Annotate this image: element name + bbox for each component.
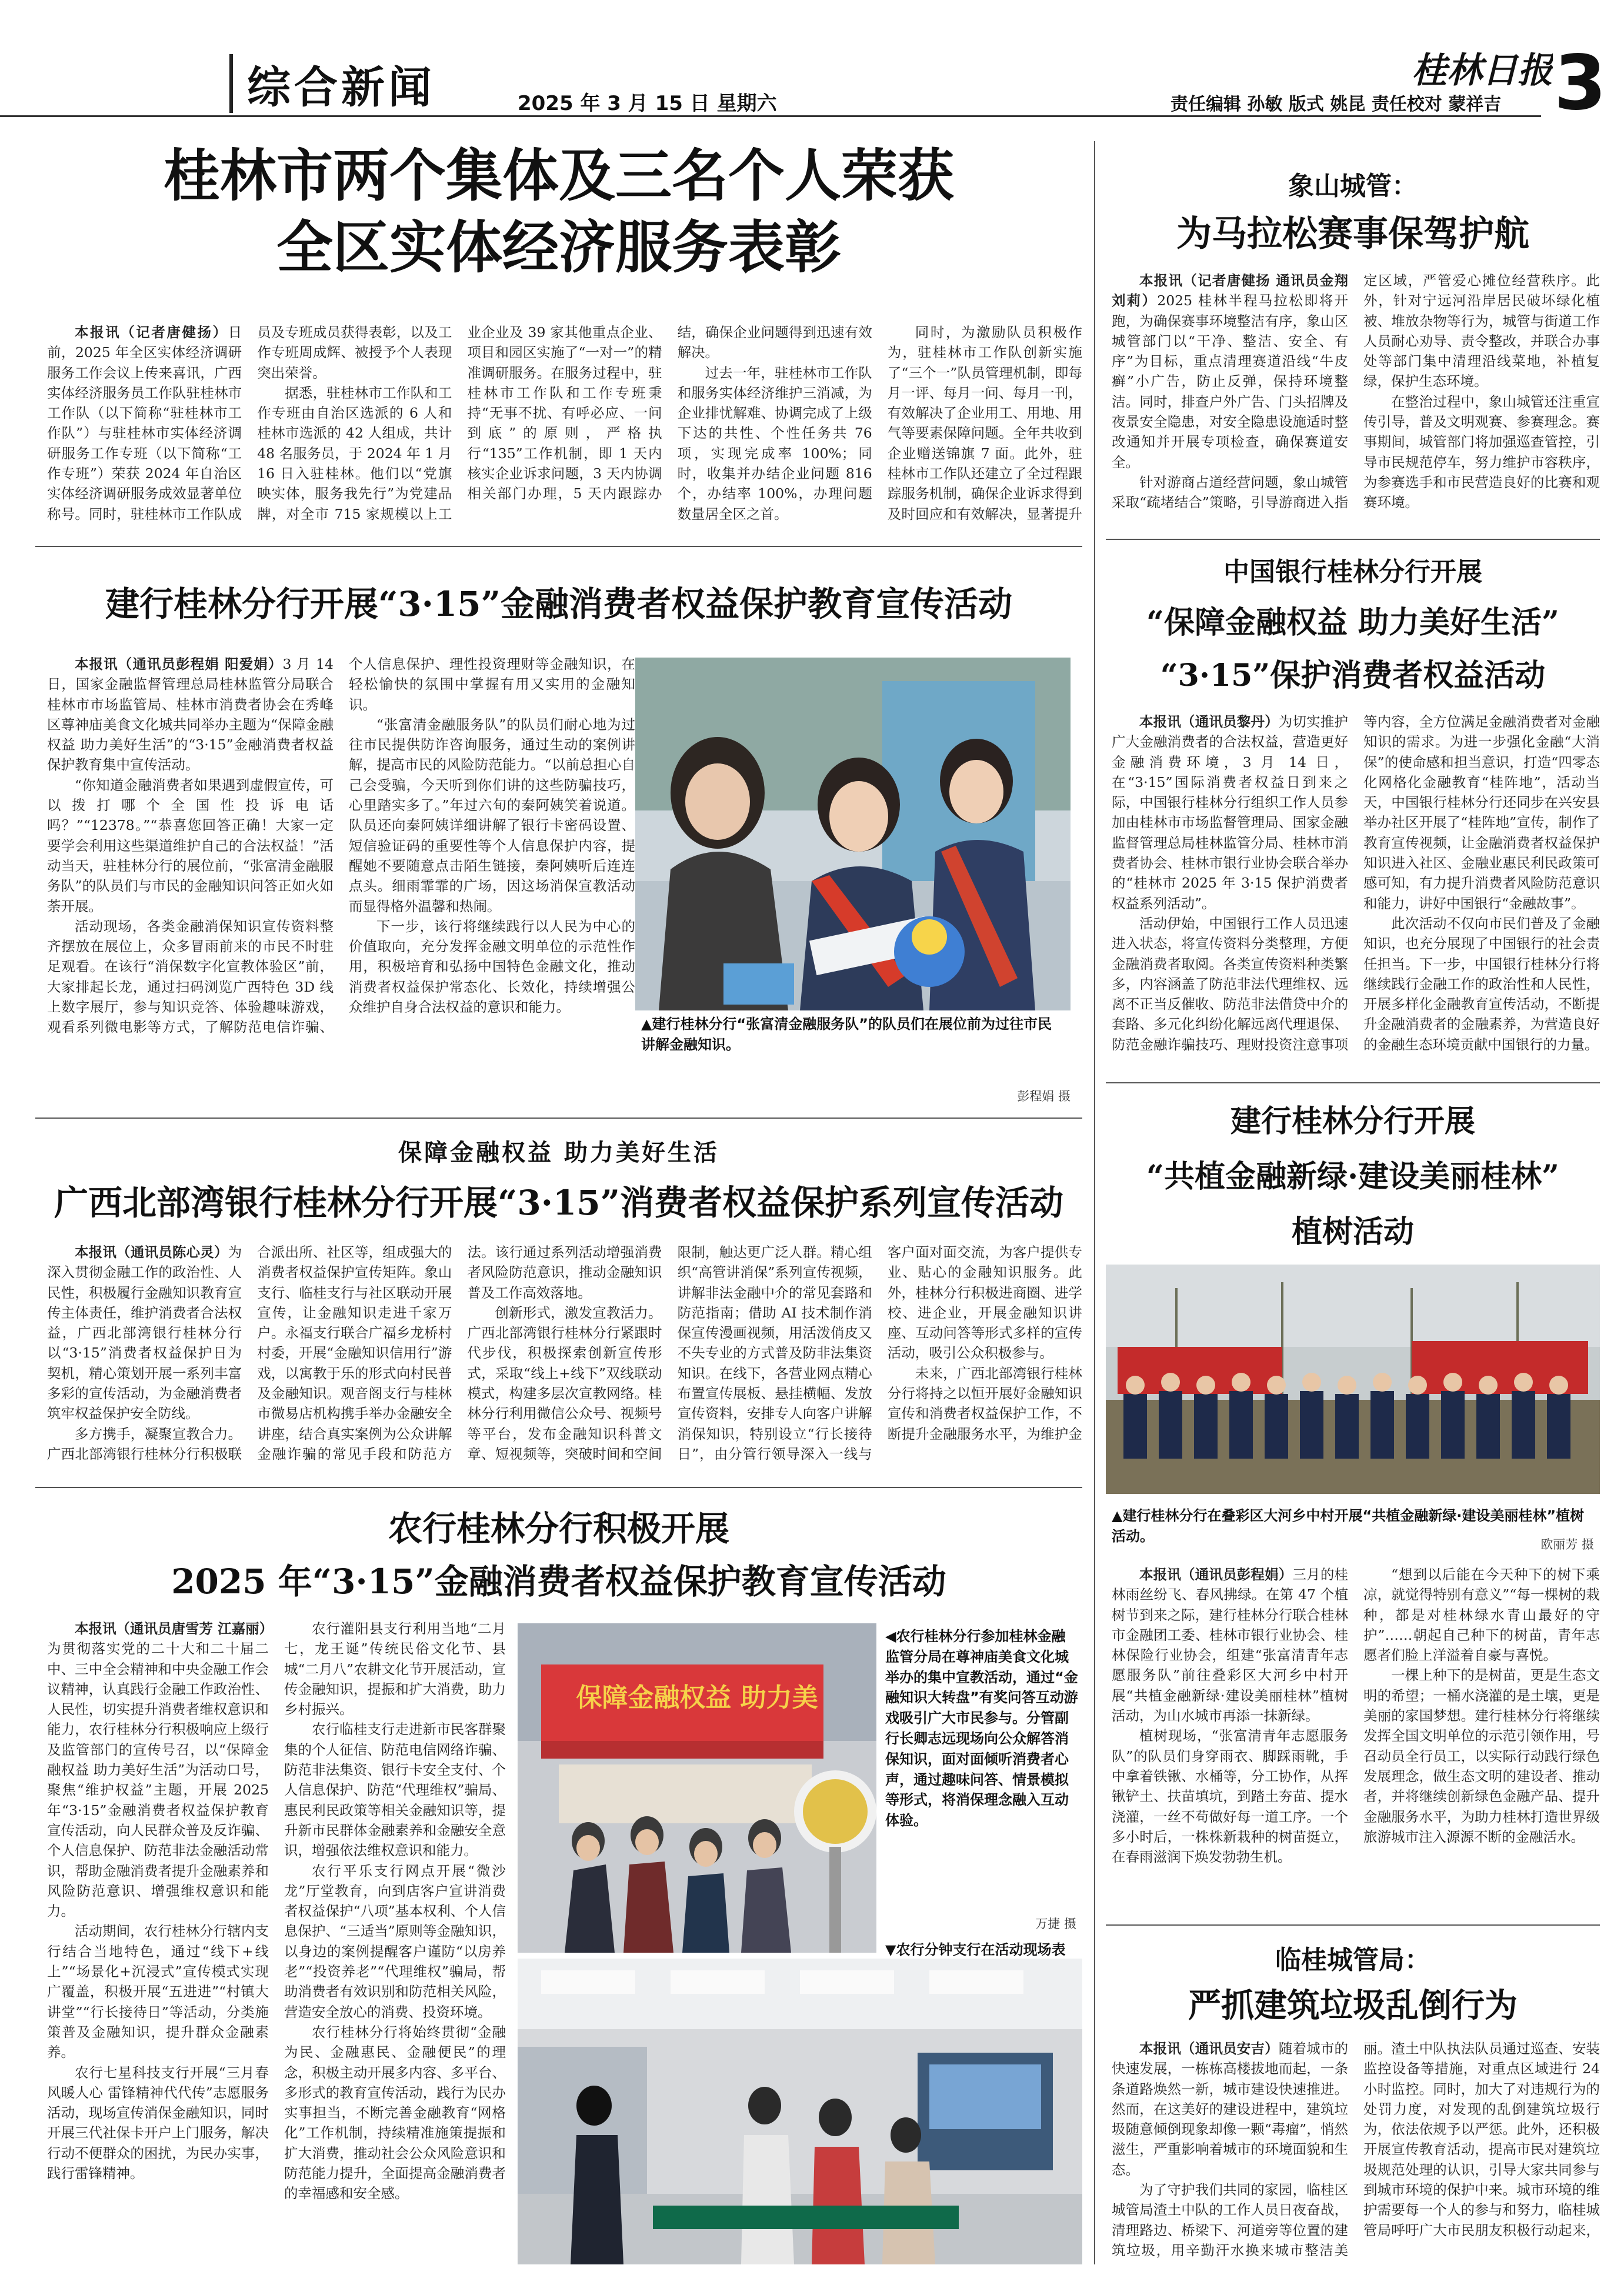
- lead-para: 日前，2025 年全区实体经济调研服务工作会议上传来喜讯，广西实体经济服务员工作队驻桂林市工作队（以下简称“驻桂林市工作队”）与驻桂林市实体经济调研服务工作专班（以下简称“工作专班”）荣获 2024 年自治区实体经济调研服务成效显著单位称号。同时，驻桂林市工作队成员及专班成员获得表彰，以及工作专班周成辉、被授予个人表现突出荣誉。: [47, 324, 452, 522]
- editor-credits: 责任编辑 孙敏 版式 姚昆 责任校对 蒙祥吉: [1171, 94, 1502, 115]
- divider: [35, 546, 1082, 547]
- lead-byline: 本报讯（记者唐健扬）: [75, 324, 228, 341]
- ccb-photo-caption: ▲建行桂林分行“张富清金融服务队”的队员们在展位前为过往市民讲解金融知识。: [641, 1016, 1052, 1053]
- boc-body: [1112, 712, 1600, 1076]
- tree-headline-3: 植树活动: [1291, 1214, 1414, 1250]
- bbgw-para: 为深入贯彻金融工作的政治性、人民性，积极履行金融知识教育宣传主体责任，维护消费者合法权益，广西北部湾银行桂林分行以“3·15”消费者权益保护日为契机，精心策划开展一系列丰富多彩的宣传活动，为金融消费者筑牢权益保护安全防线。: [47, 1244, 242, 1422]
- paper-name: 桂林日报: [1412, 50, 1553, 91]
- abc-photo-1-credit: 万捷 摄: [1035, 1917, 1076, 1931]
- ccb-photo-image: [635, 658, 1071, 1010]
- boc-para: 活动伊始，中国银行工作人员迅速进入状态，将宣传资料分类整理，方便金融消费者取阅。各类宣传资料种类繁多，内容涵盖了防范非法代理维权、远离不正当反催收、防范非法借贷中介的套路、多元化纠纷化解远离代理退保、防范金融诈骗技巧、理财投资注意事项等内容，全方位满足金融消费者对金融知识的需求。为进一步强化金融“大消保”的使命感和担当意识，打造“四零态化网格化金融教育“桂阵地”，活动当天，中国银行桂林分行还同步在兴安县举办社区开展了“桂阵地”宣传，制作了教育宣传视频，让金融消费者权益保护知识进入社区、金融业惠民利民政策可感可知，有力提升消费者风险防范意识和能力，讲好中国银行“金融故事”。: [1112, 713, 1600, 1053]
- xiangshan-byline: 本报讯（记者唐健扬 通讯员金翔 刘莉）: [1112, 272, 1348, 309]
- lead-para: 过去一年，驻桂林市工作队和服务实体经济维护三消减，为企业排忧解难、协调完成了上级下达的共性、个性任务共 76 项，实现完成率 100%；同时，收集并办结企业问题 816 个，办结率 100%，办理问题数量居全区之首。: [677, 364, 872, 522]
- abc-para: 农行灌阳县支行利用当地“二月七，龙王诞”传统民俗文化节、县城“二月八”农耕文化节开展活动，宣传金融知识，提振和扩大消费，助力乡村振兴。: [284, 1620, 506, 1718]
- section-title: 综合新闻: [247, 62, 435, 113]
- boc-headline-2: “保障金融权益 助力美好生活”: [1146, 605, 1559, 641]
- bbgw-kicker: 保障金融权益 助力美好生活: [398, 1139, 719, 1166]
- section-marker: [229, 54, 233, 113]
- abc-para: 农行桂林分行将始终贯彻“金融为民、金融惠民、金融便民”的理念，积极主动开展多内容、多平台、多形式的教育宣传活动，践行为民办实事担当，不断完善金融教育“网格化”工作机制，持续精准施策提振和扩大消费，推动社会公众风险意识和防范能力提升，全面提高金融消费者的幸福感和安全感。: [284, 2023, 506, 2202]
- boc-para: 为切实推护广大金融消费者的合法权益，营造更好金融消费环境，3 月 14 日，在“3·15”国际消费者权益日到来之际，中国银行桂林分行组织工作人员参加由桂林市市场监督管理局、国家金融监督管理总局桂林监管分局、桂林市消费者协会、桂林市银行业协会联合举办的“桂林市 2025 年 3·15 保护消费者权益系列活动”。: [1112, 713, 1349, 912]
- bbgw-headline: 广西北部湾银行桂林分行开展“3·15”消费者权益保护系列宣传活动: [54, 1183, 1063, 1223]
- page-number: 3: [1554, 46, 1607, 121]
- ccb-byline: 本报讯（通讯员彭程娟 阳爱娟）: [75, 656, 283, 672]
- lingui-para: 为了守护我们共同的家园，临桂区城管局渣土中队的工作人员日夜奋战，清理路边、桥梁下、河道旁等位置的建筑垃圾，用辛勤汗水换来城市整洁美丽。渣土中队执法队员通过巡查、安装监控设备等措施，对重点区域进行 24 小时监控。同时，加大了对违规行为的处罚力度，对发现的乱倒建筑垃圾行为，依法依规予以严惩。此外，还积极开展宣传教育活动，提高市民对建筑垃圾规范处理的认识，引导大家共同参与到城市环境的保护中来。城市环境的维护需要每一个人的参与和努力，临桂城管局呼吁广大市民朋友积极行动起来，: [1112, 2040, 1600, 2259]
- abc-photo-2-caption: ▼农行分钟支行在活动现场表: [885, 1942, 1066, 1958]
- divider: [1106, 1082, 1600, 1083]
- bbgw-para: 未来，广西北部湾银行桂林分行将持之以恒开展好金融知识宣传和消费者权益保护工作，不断提升金融服务水平，为维护金: [887, 1365, 1082, 1442]
- xiangshan-para: 在整治过程中，象山城管还注重宣传引导，普及文明观赛、参赛理念。赛事期间，城管部门将加强巡查管控，引导市民规范停车，努力维护市容秩序，为参赛选手和市民营造良好的比赛和观赛环境。: [1363, 393, 1600, 511]
- lead-headline-1: 桂林市两个集体及三名个人荣获: [164, 142, 954, 209]
- abc-headline-2: 2025 年“3·15”金融消费者权益保护教育宣传活动: [171, 1562, 946, 1602]
- column-divider: [1094, 141, 1095, 2264]
- xiangshan-para: 2025 桂林半程马拉松即将开跑，为确保赛事环境整洁有序，象山区城管部门以“干净、整洁、安全、有序”为目标，重点清理赛道沿线“牛皮癣”小广告，防止反弹，保持环境整洁。同时，排查户外广告、门头招牌及夜景安全隐患，对安全隐患设施适时整改通知并开展专项检查，确保赛道安全。: [1112, 292, 1349, 471]
- tree-byline: 本报讯（通讯员彭程娟）: [1139, 1566, 1293, 1583]
- tree-photo: [1106, 1265, 1600, 1494]
- ccb-para: “你知道金融消费者如果遇到虚假宣传，可以拨打哪个全国性投诉电话吗？”“12378。”“恭喜您回答正确！大家一定要学会利用这些渠道维护自己的合法权益！”活动当天，驻桂林分行的展位前，“张富清金融服务队”的队员们与市民的金融知识问答正如火如荼开展。: [47, 776, 334, 915]
- boc-headline-3: “3·15”保护消费者权益活动: [1160, 658, 1546, 693]
- issue-date: 2025 年 3 月 15 日 星期六: [518, 92, 777, 115]
- abc-photo-2: [518, 1959, 1082, 2264]
- abc-headline-1: 农行桂林分行积极开展: [388, 1509, 729, 1549]
- abc-body: [47, 1619, 506, 2260]
- lead-para: 同时，为激励队员积极作为，驻桂林市工作队创新实施了“三个一”队员管理机制，即每月一评、每月一问、每月一刊，有效解决了企业用工、用地、用气等要素保障问题。全年共收到企业赠送锦旗 7 面。此外，驻桂林市工作队还建立了全过程跟踪服务机制，确保企业诉求得到及时回应和有效解决，显著提升: [887, 324, 1082, 522]
- xiangshan-kicker: 象山城管：: [1288, 171, 1418, 201]
- xiangshan-headline: 为马拉松赛事保驾护航: [1176, 214, 1529, 255]
- lead-body: [47, 322, 1082, 534]
- xiangshan-body: [1112, 271, 1600, 529]
- abc-photo-1: [518, 1623, 876, 1953]
- bbgw-body: [47, 1242, 1082, 1477]
- lingui-para: 随着城市的快速发展，一栋栋高楼拔地而起，一条条道路焕然一新，城市建设快速推进。然而，在这美好的建设进程中，建筑垃圾随意倾倒现象却像一颗“毒瘤”，悄然滋生，严重影响着城市的环境面貌和生态。: [1112, 2040, 1349, 2178]
- tree-headline-1: 建行桂林分行开展: [1230, 1103, 1475, 1139]
- boc-headline-1: 中国银行桂林分行开展: [1223, 557, 1482, 587]
- abc-para: 为贯彻落实党的二十大和二十届二中、三中全会精神和中央金融工作会议精神，认真践行金融工作政治性、人民性，切实提升消费者维权意识和能力，农行桂林分行积极响应上级行及监管部门的宣传号召，以“保障金融权益 助力美好生活”为活动口号，聚焦“维护权益”主题，开展 2025 年“3·15”金融消费者权益保护教育宣传活动，向人民群众普及反诈骗、个人信息保护、防范非法金融活动常识，帮助金融消费者提升金融素养和风险防范意识、增强维权意识和能力。: [47, 1640, 269, 1920]
- tree-para: “想到以后能在今天种下的树下乘凉，就觉得特别有意义”“每一棵树的栽种，都是对桂林绿水青山最好的守护”……朝起自己种下的树苗，青年志愿者们脸上洋溢着自豪与喜悦。: [1363, 1566, 1600, 1664]
- divider: [1106, 1924, 1600, 1926]
- ccb-headline: 建行桂林分行开展“3·15”金融消费者权益保护教育宣传活动: [105, 584, 1012, 624]
- ccb-para: 下一步，该行将继续践行以人民为中心的价值取向，充分发挥金融文明单位的示范性作用，积极培育和弘扬中国特色金融文化，推动消费者权益保护常态化、长效化，持续增强公众维护自身合法权益的意识和能力。: [349, 918, 635, 1016]
- lingui-byline: 本报讯（通讯员安吉）: [1139, 2040, 1279, 2057]
- bbgw-para: 创新形式，激发宣教活力。广西北部湾银行桂林分行紧跟时代步伐，积极探索创新宣传形式，采取“线上+线下”双线联动模式，构建多层次宣教网络。桂林分行利用微信公众号、视频号等平台，发布金融知识科普文章、短视频等，突破时间和空间限制，触达更广泛人群。精心组织“高管讲消保”系列宣传视频，讲解非法金融中介的常见套路和防范指南；借助 AI 技术制作消保宣传漫画视频，用活泼俏皮又不失专业的方式普及防非法集资知识。在线下，各营业网点精心布置宣传展板、悬挂横幅、发放宣传资料，安排专人向客户讲解消保知识，特别设立“行长接待日”，由分管行领导深入一线与客户面对面交流，为客户提供专业、贴心的金融知识服务。此外，桂林分行积极进商圈、进学校、进企业，开展金融知识讲座、互动问答等形式多样的宣传活动，吸引公众积极参与。: [467, 1244, 1082, 1462]
- ccb-body: [47, 654, 635, 1136]
- tree-photo-credit: 欧丽芳 摄: [1540, 1537, 1594, 1552]
- lead-para: 据悉，驻桂林市工作队和工作专班由自治区选派的 6 人和桂林市选派的 42 人组成，共计 48 名服务员，于 2024 年 1 月 16 日入驻桂林。他们以“党旗映实体，服务我先行”为党建品牌，对全市 715 家规模以上工业企业及 39 家其他重点企业、项目和园区实施了“一对一”的精准调研服务。在服务过程中，驻桂林市工作队和工作专班秉持“无事不扰、有呼必应、一问到底”的原则，严格执行“135”工作机制，即 1 天内核实企业诉求问题，3 天内协调相关部门办理，5 天内跟踪办结，确保企业问题得到迅速有效解决。: [257, 324, 872, 522]
- boc-para: 此次活动不仅向市民们普及了金融知识，也充分展现了中国银行的社会责任担当。下一步，中国银行桂林分行将继续践行金融工作的政治性和人民性，开展多样化金融教育宣传活动，不断提升金融消费者的金融素养，为营造良好的金融生态环境贡献中国银行的力量。: [1363, 915, 1600, 1053]
- divider: [1106, 539, 1600, 540]
- abc-para: 农行七星科技支行开展“三月春风暖人心 雷锋精神代代传”志愿服务活动，现场宣传消保金融知识，同时开展三代社保卡开户上门服务，解决行动不便群众的困扰，为民办实事，践行雷锋精神。: [47, 2064, 269, 2182]
- tree-photo-caption: ▲建行桂林分行在叠彩区大河乡中村开展“共植金融新绿·建设美丽桂林”植树活动。: [1112, 1507, 1585, 1545]
- abc-para: 活动期间，农行桂林分行辖内支行结合当地特色，通过“线下+线上”“场景化+沉浸式”宣传模式实现广覆盖，积极开展“五进进”“村镇大讲堂”“行长接待日”等活动，分类施策普及金融知识，提升群众金融素养。: [47, 1923, 269, 2061]
- ccb-para: “张富清金融服务队”的队员们耐心地为过往市民提供防诈咨询服务，通过生动的案例讲解，提高市民的风险防范能力。“以前总担心自己会受骗，今天听到你们讲的这些防骗技巧，心里踏实多了。”年过六旬的秦阿姨笑着说道。队员还向秦阿姨详细讲解了银行卡密码设置、短信验证码的重要性等个人信息保护内容，提醒她不要随意点击陌生链接，秦阿姨听后连连点头。细雨霏霏的广场，因这场消保宣教活动而显得格外温馨和热闹。: [349, 716, 635, 915]
- tree-body: [1112, 1565, 1600, 1917]
- ccb-photo: [635, 658, 1071, 1010]
- xiangshan-para: 针对游商占道经营问题，象山城管采取“疏堵结合”策略，引导游商进入指定区域，严管爱心摊位经营秩序。此外，针对宁远河沿岸居民破坏绿化植被、堆放杂物等行为，城管与街道工作人员耐心劝导、责令整改，并联合办事处等部门集中清理沿线菜地，补植复绿，保护生态环境。: [1112, 272, 1600, 511]
- divider: [35, 1118, 1082, 1119]
- tree-headline-2: “共植金融新绿·建设美丽桂林”: [1146, 1159, 1559, 1195]
- bbgw-byline: 本报讯（通讯员陈心灵）: [75, 1244, 228, 1260]
- lingui-body: [1112, 2039, 1600, 2262]
- divider: [35, 1487, 1082, 1488]
- abc-photo-1-caption: ◀农行桂林分行参加桂林金融监管分局在尊神庙美食文化城举办的集中宣教活动，通过“金融知识大转盘”有奖问答互动游戏吸引广大市民参与。分管副行长卿志远现场向公众解答消保知识，面对面倾听消费者心声，通过趣味问答、情景模拟等形式，将消保理念融入互动体验。: [885, 1628, 1078, 1829]
- abc-banner-text: 保障金融权益 助力美: [576, 1683, 818, 1712]
- lead-headline-2: 全区实体经济服务表彰: [276, 214, 841, 281]
- boc-byline: 本报讯（通讯员黎丹）: [1139, 713, 1279, 730]
- lingui-headline: 严抓建筑垃圾乱倒行为: [1188, 1986, 1518, 2025]
- abc-para: 农行临桂支行走进新市民客群聚集的个人征信、防范电信网络诈骗、防范非法集资、银行卡安全支付、个人信息保护、防范“代理维权”骗局、惠民利民政策等相关金融知识等，提升新市民群体金融素养和金融安全意识，增强依法维权意识和能力。: [284, 1721, 506, 1859]
- abc-para: 农行平乐支行网点开展“微沙龙”厅堂教育，向到店客户宣讲消费者权益保护“八项”基本权利、个人信息保护、“三适当”原则等金融知识，以身边的案例提醒客户谨防“以房养老”“投资养老”“代理维权”骗局，帮助消费者有效识别和防范相关风险，营造安全放心的消费、投资环境。: [284, 1862, 506, 2020]
- tree-para: 植树现场，“张富清青年志愿服务队”的队员们身穿雨衣、脚踩雨靴，手中拿着铁锹、水桶等，分工协作，从挥锹铲土、扶苗填坑，到踏土夯苗、提水浇灌，一丝不苟做好每一道工序。一个多小时后，一株株新栽种的树苗挺立，在春雨滋润下焕发勃勃生机。: [1112, 1727, 1348, 1866]
- tree-para: 三月的桂林雨丝纷飞、春风拂绿。在第 47 个植树节到来之际，建行桂林分行联合桂林市金融团工委、桂林市银行业协会、桂林保险行业协会，组建“张富清青年志愿服务队”前往叠彩区大河乡中村开展“共植金融新绿·建设美丽桂林”植树活动，为山水城市再添一抹新绿。: [1112, 1566, 1349, 1724]
- abc-byline: 本报讯（通讯员唐雪芳 江嘉丽）: [75, 1620, 274, 1637]
- ccb-photo-credit: 彭程娟 摄: [1017, 1089, 1071, 1103]
- tree-para: 一棵上种下的是树苗，更是生态文明的希望；一桶水浇灌的是土壤，更是美丽的家国梦想。建行桂林分行将继续发挥全国文明单位的示范引领作用，号召动员全行员工，以实际行动践行绿色发展理念，做生态文明的建设者、推动者，并将继续创新绿色金融产品、提升金融服务水平，为助力桂林打造世界级旅游城市注入源源不断的金融活水。: [1363, 1667, 1600, 1845]
- ccb-para: 3 月 14 日，国家金融监督管理总局桂林监管分局联合桂林市市场监管局、桂林市消费者协会在秀峰区尊神庙美食文化城共同举办主题为“保障金融权益 助力美好生活”的“3·15”金融消费者权益保护教育集中宣传活动。: [47, 656, 334, 773]
- lingui-kicker: 临桂城管局：: [1275, 1945, 1430, 1975]
- bbgw-para: 多方携手，凝聚宣教合力。广西北部湾银行桂林分行积极联合派出所、社区等，组成强大的消费者权益保护宣传矩阵。象山支行、临桂支行与社区联动开展宣传，让金融知识走进千家万户。永福支行联合广福乡龙桥村村委，开展“金融知识信用行”游戏，以寓教于乐的形式向村民普及金融知识。观音阁支行与桂林市微易店机构携手举办金融安全讲座，结合真实案例为公众讲解金融诈骗的常见手段和防范方法。该行通过系列活动增强消费者风险防范意识，推动金融知识普及工作高效落地。: [47, 1244, 662, 1462]
- ccb-para: 活动现场，各类金融消保知识宣传资料整齐摆放在展位上，众多冒雨前来的市民不时驻足观看。在该行“消保数字化宣教体验区”前，大家排起长龙，通过扫码浏览广西特色 3D 线上数字展厅，参与知识竞答、体验趣味游戏，观看系列微电影等方式，了解防范电信诈骗、个人信息保护、理性投资理财等金融知识，在轻松愉快的氛围中掌握有用又实用的金融知识。: [47, 656, 635, 1036]
